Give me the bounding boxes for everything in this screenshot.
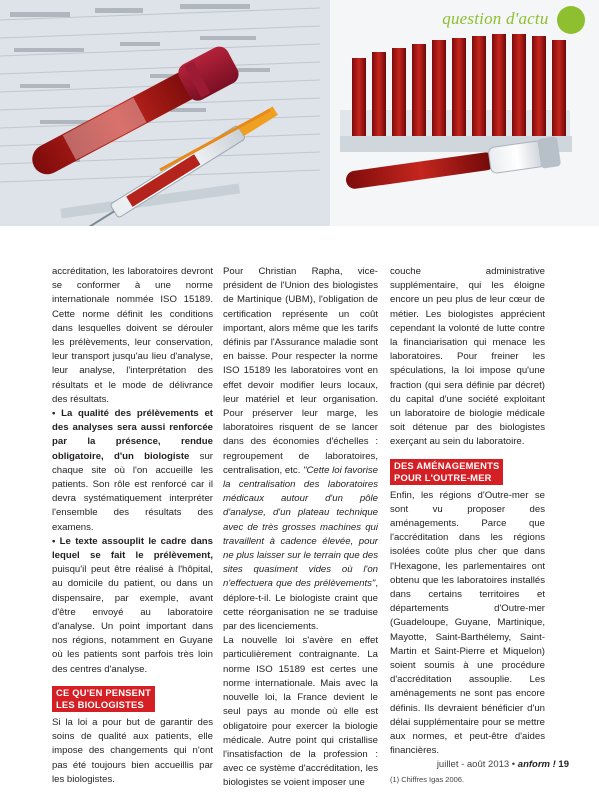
column-3 (390, 265, 545, 785)
subhead-line: LES BIOLOGISTES (56, 698, 144, 710)
subhead-line: CE QU'EN PENSENT (56, 686, 152, 698)
magazine-name: anform ! (517, 759, 556, 770)
col1-paragraph-4: Si la loi a pour but de garantir des soins de qualité aux patients, elle impose des changements qui n'ont pas été toujours bien accueillis par les biologistes. (52, 716, 213, 785)
page-number: 19 (555, 759, 569, 770)
subhead-biologistes (52, 686, 155, 712)
bullet-lead: • Le texte assouplit le cadre dans lequel se fait le prélèvement, (52, 535, 213, 562)
col3-paragraph-1: couche administrative supplémentaire, qui les éloigne encore un peu plus de leur cœur de métier. Les biologistes apprécient cependant la volonté de lutte contre la financiarisation qui menace les laboratoires. Pour freiner les spéculations, la loi impose qu'une fraction (qui sera définie par décret) du capital d'une société exploitant un laboratoire de biologie médicale soit détenue par des biologistes exerçant au sein du laboratoire. (390, 266, 545, 448)
section-tag (442, 6, 585, 34)
footer-date: juillet - août 2013 • (436, 759, 518, 770)
page-footer (437, 759, 569, 770)
section-tag-label: question d'actu (442, 8, 549, 28)
bullet-lead: • La qualité des prélèvements et des analyses sera aussi renforcée par la présence, rendue obligatoire, d'un biologiste (52, 408, 213, 462)
col2-paragraph-2: La nouvelle loi s'avère en effet particulièrement contraignante. La norme ISO 15189 est certes une norme internationale. Mais avec la nouvelle loi, la France devient le seul pays au monde où elle est obligatoire pour exercer la biologie médicale. Autre point qui cristallise l'insatisfaction de la profession : avec ce système d'accréditation, les biologistes se voient imposer une (223, 635, 378, 789)
bullet-text: puisqu'il peut être réalisé à l'hôpital, au domicile du patient, ou dans un dispensaire, par exemple, avant d'être envoyé au laboratoire d'analyse. Un point important dans nos régions, notamment en Guyane où les patients sont parfois très loin des centres d'analyse. (52, 564, 213, 675)
column-2 (223, 265, 378, 791)
subhead-line: DES AMÉNAGEMENTS (394, 459, 500, 471)
subhead-outre-mer (390, 459, 503, 485)
col2-quote: "Cette loi favorise la centralisation des laboratoires médicaux autour d'un pôle d'analyse, d'un plateau technique avec de très grosses machines qui travaillent à cadence élevée, pour ne plus laisser sur le terrain que des sites quasiment vides où l'on n'effectuera que des prélèvements" (223, 464, 378, 590)
col1-paragraph-3 (52, 535, 213, 677)
col1-paragraph-2 (52, 407, 213, 535)
footnote: (1) Chiffres Igas 2006. (390, 774, 465, 784)
green-dot-icon (557, 6, 585, 34)
col1-paragraph-1: accréditation, les laboratoires devront se conformer à une norme internationale nommée ISO 15189. Cette norme définit les conditions dans lesquelles doivent se dérouler les prélèvements, leur conservation, leur transport jusqu'au lieu d'analyse, leur analyse, l'interprétation des résultats et le mode de délivrance des résultats. (52, 266, 213, 405)
column-1 (52, 265, 213, 787)
bullet-text: sur chaque site où l'on accueille les patients. Son rôle est renforcé car il devra systématiquement interpréter l'ensemble des résultats des examens. (52, 450, 213, 533)
col2-text: , déplore-t-il. Le biologiste craint que cette réorganisation ne se traduise par des licenciements. (223, 578, 378, 633)
subhead-line: POUR L'OUTRE-MER (394, 471, 492, 483)
col2-text: Pour Christian Rapha, vice-président de l'Union des biologistes de Martinique (UBM), l'obligation de certification représente un coût important, alors même que les tarifs définis par l'Assurance maladie sont en baisse. Pour respecter la norme ISO 15189 les laboratoires vont en effet devoir modifier leurs locaux, leur matériel et leur organisation. Pour préserver leur marge, les laboratoires risquent de se lancer dans des économies d'échelles : regroupement de laboratoires, centralisation, etc. (223, 266, 378, 476)
col2-paragraph-1 (223, 265, 378, 634)
col3-paragraph-2: Enfin, les régions d'Outre-mer se sont vu proposer des aménagements. Parce que l'accréditation dans les régions isolées coûte plus cher que dans l'Hexagone, les parlementaires ont obtenu que les laboratoires installés dans certains territoires et départements d'Outre-mer (Guadeloupe, Guyane, Martinique, Mayotte, Saint-Barthélemy, Saint-Martin et Saint-Pierre et Miquelon) soient soumis à une procédure d'accréditation assouplie. Les aménagements ne sont pas encore définis. Ils devraient bénéficier d'un délai supplémentaire pour se mettre aux normes, et peut-être d'aides financières. (390, 489, 545, 757)
